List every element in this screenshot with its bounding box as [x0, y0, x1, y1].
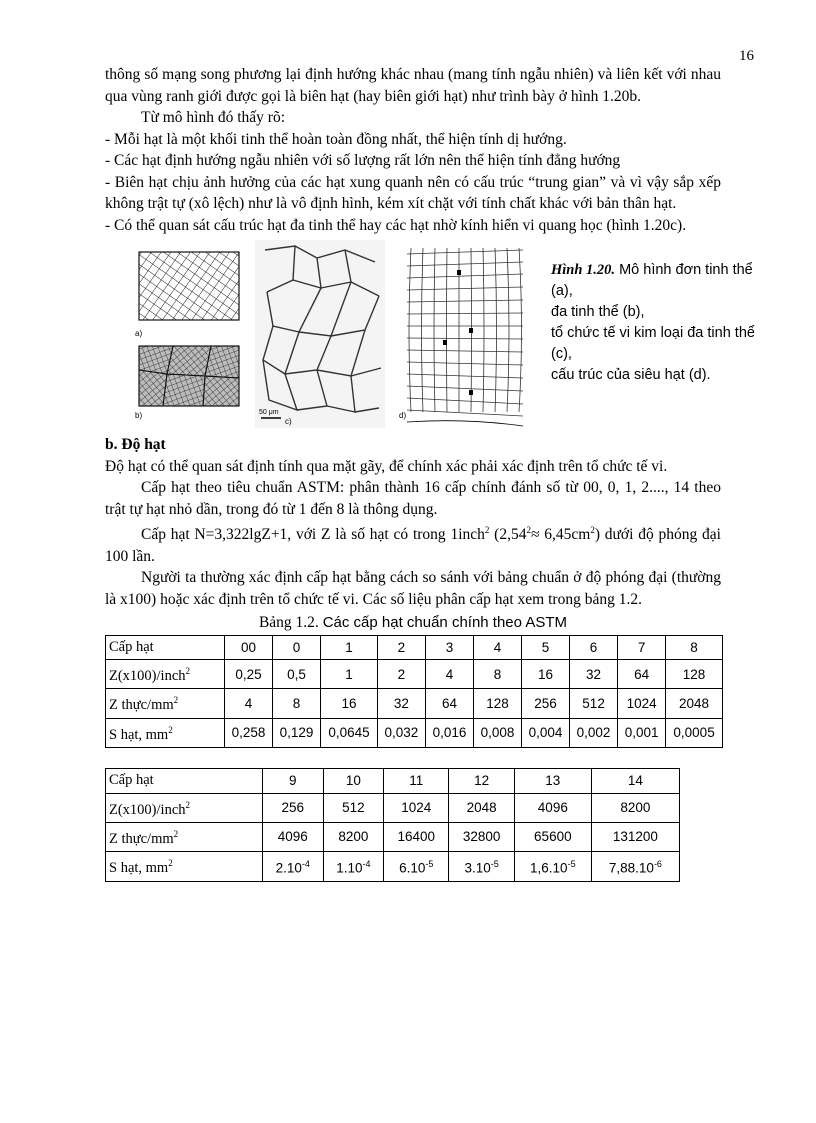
page-content [105, 64, 755, 882]
figure-caption-line: đa tinh thể (b), [551, 304, 645, 320]
table-row [106, 852, 680, 881]
table-cell: 2048 [449, 793, 514, 822]
row-header: S hạt, $mm^2$ [106, 718, 225, 747]
table-cell: 256 [263, 793, 324, 822]
table-cell: 13 [514, 769, 591, 794]
table-cell: 2 [377, 635, 425, 660]
table-cell: 00 [225, 635, 273, 660]
paragraph: Người ta thường xác định cấp hạt bằng cách so sánh với bảng chuẩn ở độ phóng đại (thường là x100) hoặc xác định trên tổ chức tế vi. Các số liệu phân cấp hạt xem trong bảng 1.2. [105, 569, 721, 608]
paragraph: thông số mạng song phương lại định hướng khác nhau (mang tính ngẫu nhiên) và liên kết với nhau qua vùng ranh giới được gọi là biên hạt (hay biên giới hạt) như trình bày ở hình 1.20b. [105, 66, 721, 105]
table-cell: $6.10^{-5}$ [384, 852, 449, 881]
table-cell: 0,004 [522, 718, 570, 747]
table-row [106, 635, 723, 660]
figure-caption [551, 260, 767, 386]
bullet-item: - Biên hạt chịu ảnh hưởng của các hạt xung quanh nên có cấu trúc “trung gian” và vì vậy sắp xếp không trật tự (xô lệch) như là vô định hình, kém xít chặt với tính chất khác với bản thân hạt. [105, 173, 721, 212]
table-cell: $1.10^{-4}$ [323, 852, 384, 881]
label-b: b) [135, 411, 143, 420]
table-cell: 64 [618, 660, 666, 689]
row-header: Z thực/$mm^2$ [106, 689, 225, 718]
figure-caption-line: tổ chức tế vi kim loại đa tinh thể (c), [551, 325, 755, 362]
table-cell: 8 [273, 689, 321, 718]
table-cell: 5 [522, 635, 570, 660]
table-cell: 8 [666, 635, 723, 660]
table-cell: 1 [321, 660, 378, 689]
page-number: 16 [739, 48, 754, 64]
superstructure-grid-image [397, 240, 537, 428]
table-cell: 14 [591, 769, 679, 794]
paragraph: Cấp hạt theo tiêu chuẩn ASTM: phân thành 16 cấp chính đánh số từ 00, 0, 1, 2...., 14 theo trật tự hạt nhỏ dần, trong đó từ 1 đến 8 là thông dụng. [105, 479, 721, 518]
table-cell: $2.10^{-4}$ [263, 852, 324, 881]
scale-bar-label: 50 μm [259, 409, 279, 416]
table-cell: 32 [377, 689, 425, 718]
label-d: d) [399, 411, 407, 420]
table-cell: 0,016 [425, 718, 473, 747]
row-header: Z(x100)/inch$^2$ [106, 660, 225, 689]
table-cell: 8 [473, 660, 521, 689]
table-cell: $1,6.10^{-5}$ [514, 852, 591, 881]
table-row [106, 689, 723, 718]
bullet-item: - Có thể quan sát cấu trúc hạt đa tinh thể hay các hạt nhờ kính hiển vi quang học (hình 1.20c). [105, 216, 687, 234]
table-cell: 3 [425, 635, 473, 660]
table-cell: 32800 [449, 822, 514, 851]
row-header: Z thực/$mm^2$ [106, 822, 263, 851]
table-cell: 0,258 [225, 718, 273, 747]
table-cell: 2 [377, 660, 425, 689]
table-cell: 4 [425, 660, 473, 689]
table-cell: 65600 [514, 822, 591, 851]
table-cell: 8200 [591, 793, 679, 822]
table-cell: 11 [384, 769, 449, 794]
table-cell: 4096 [514, 793, 591, 822]
figure-1-20 [105, 240, 755, 428]
table-cell: 128 [473, 689, 521, 718]
table-cell: 16 [321, 689, 378, 718]
table-cell: 6 [570, 635, 618, 660]
table-cell: 1024 [618, 689, 666, 718]
table-cell: 512 [570, 689, 618, 718]
table-row [106, 822, 680, 851]
table-cell: 10 [323, 769, 384, 794]
row-header: Cấp hạt [106, 769, 263, 794]
table-cell: 4 [473, 635, 521, 660]
figure-caption-line: cấu trúc của siêu hạt (d). [551, 367, 711, 383]
table-cell: 256 [522, 689, 570, 718]
table-cell: 0 [273, 635, 321, 660]
table-cell: $3.10^{-5}$ [449, 852, 514, 881]
table-cell: 0,25 [225, 660, 273, 689]
table-cell: 0,002 [570, 718, 618, 747]
table-title: Bảng 1.2. Các cấp hạt chuẩn chính theo ASTM [258, 614, 568, 632]
table-cell: 16 [522, 660, 570, 689]
table-cell: 0,001 [618, 718, 666, 747]
row-header: S hạt, $mm^2$ [106, 852, 263, 881]
table-cell: 0,032 [377, 718, 425, 747]
table-row [106, 660, 723, 689]
table-row [106, 793, 680, 822]
table-cell: 0,0005 [666, 718, 723, 747]
table-cell: 4096 [263, 822, 324, 851]
table-cell: 64 [425, 689, 473, 718]
table-cell: 4 [225, 689, 273, 718]
row-header: Cấp hạt [106, 635, 225, 660]
table-cell: 0,129 [273, 718, 321, 747]
paragraph: Từ mô hình đó thấy rõ: [141, 109, 286, 126]
table-cell: 2048 [666, 689, 723, 718]
microstructure-image [255, 240, 385, 428]
table-cell: 0,008 [473, 718, 521, 747]
table-cell: 9 [263, 769, 324, 794]
table-row [106, 769, 680, 794]
table-cell: 131200 [591, 822, 679, 851]
table-cell: 0,0645 [321, 718, 378, 747]
label-a: a) [135, 329, 143, 338]
bullet-item: - Mỗi hạt là một khối tinh thể hoàn toàn đồng nhất, thể hiện tính dị hướng. [105, 130, 567, 148]
table-cell: 1 [321, 635, 378, 660]
astm-grain-table-part1 [105, 635, 723, 748]
table-cell: 32 [570, 660, 618, 689]
table-cell: 128 [666, 660, 723, 689]
table-cell: 0,5 [273, 660, 321, 689]
paragraph-formula: Cấp hạt N=3,322lgZ+1, với Z là số hạt có trong 1inch$^2$ $(2,54^2\approx 6,45cm^2)$ dưới độ phóng đại 100 lần. [105, 525, 721, 565]
table-cell: $7,88.10^{-6}$ [591, 852, 679, 881]
table-cell: 12 [449, 769, 514, 794]
single-crystal-polycrystal-image [133, 250, 245, 420]
table-cell: 7 [618, 635, 666, 660]
section-heading: b. Độ hạt [105, 436, 166, 453]
figure-caption-line: Mô hình đơn tinh thể (a), [551, 262, 753, 299]
row-header: Z(x100)/inch$^2$ [106, 793, 263, 822]
table-cell: 8200 [323, 822, 384, 851]
astm-grain-table-part2 [105, 768, 680, 881]
table-cell: 512 [323, 793, 384, 822]
label-c: c) [285, 417, 292, 426]
table-cell: 16400 [384, 822, 449, 851]
table-row [106, 718, 723, 747]
table-cell: 1024 [384, 793, 449, 822]
paragraph: Độ hạt có thể quan sát định tính qua mặt gãy, để chính xác phải xác định trên tổ chức tế vi. [105, 457, 668, 475]
figure-caption-title: Hình 1.20. [551, 262, 616, 278]
bullet-item: - Các hạt định hướng ngẫu nhiên với số lượng rất lớn nên thể hiện tính đẳng hướng [105, 152, 621, 169]
